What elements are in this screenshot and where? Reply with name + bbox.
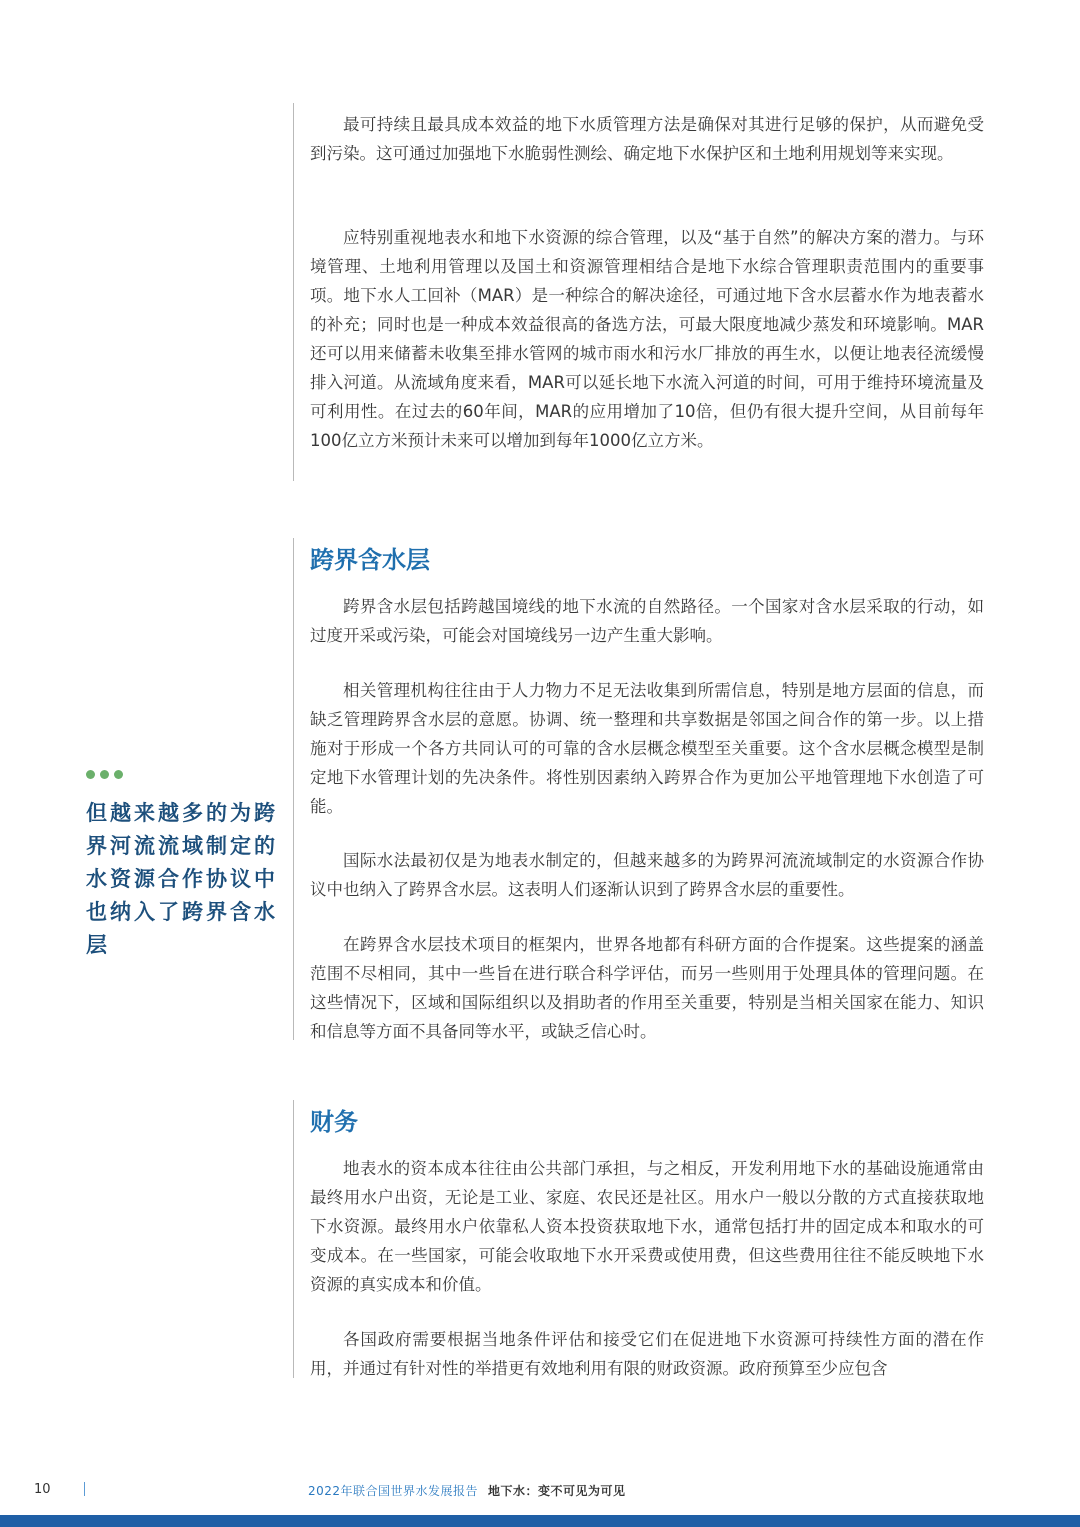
paragraph-integrated-management: 应特别重视地表水和地下水资源的综合管理，以及“基于自然”的解决方案的潜力。与环境管理、土地利用管理以及国土和资源管理相结合是地下水综合管理职责范围内的重要事项。地下水人工回补（MAR）是一种综合的解决途径，可通过地下含水层蓄水作为地表蓄水的补充；同时也是一种成本效益很高的备选方法，可最大限度地减少蒸发和环境影响。MAR还可以用来储蓄未收集至排水管网的城市雨水和污水厂排放的再生水，以便让地表径流缓慢排入河道。从流域角度来看，MAR可以延长地下水流入河道的时间，可用于维持环境流量及可利用性。在过去的60年间，MAR的应用增加了10倍，但仍有很大提升空间，从目前每年100亿立方米预计未来可以增加到每年1000亿立方米。 <box>310 228 984 450</box>
section-heading-finance: 财务 <box>310 1108 358 1136</box>
footer-divider <box>84 1482 85 1496</box>
column-rule-middle <box>293 538 294 1040</box>
bottom-color-bar <box>0 1515 1080 1527</box>
paragraph-finance-2: 各国政府需要根据当地条件评估和接受它们在促进地下水资源可持续性方面的潜在作用，并通过有针对性的举措更有效地利用有限的财政资源。政府预算至少应包含 <box>310 1330 984 1378</box>
paragraph-transboundary-3: 国际水法最初仅是为地表水制定的，但越来越多的为跨界河流流域制定的水资源合作协议中也纳入了跨界含水层。这表明人们逐渐认识到了跨界含水层的重要性。 <box>310 851 984 899</box>
page-number: 10 <box>34 1482 51 1497</box>
column-rule-top <box>293 103 294 481</box>
paragraph-transboundary-1: 跨界含水层包括跨越国境线的地下水流的自然路径。一个国家对含水层采取的行动，如过度开采或污染，可能会对国境线另一边产生重大影响。 <box>310 597 984 645</box>
dot-icon <box>100 770 109 779</box>
footer-report-title <box>308 1482 626 1499</box>
column-rule-bottom <box>293 1100 294 1378</box>
paragraph-transboundary-2: 相关管理机构往往由于人力物力不足无法收集到所需信息，特别是地方层面的信息，而缺乏管理跨界含水层的意愿。协调、统一整理和共享数据是邻国之间合作的第一步。以上措施对于形成一个各方共同认可的可靠的含水层概念模型至关重要。这个含水层概念模型是制定地下水管理计划的先决条件。将性别因素纳入跨界合作为更加公平地管理地下水创造了可能。 <box>310 681 984 816</box>
dot-icon <box>86 770 95 779</box>
paragraph-transboundary-4: 在跨界含水层技术项目的框架内，世界各地都有科研方面的合作提案。这些提案的涵盖范围不尽相同，其中一些旨在进行联合科学评估，而另一些则用于处理具体的管理问题。在这些情况下，区域和国际组织以及捐助者的作用至关重要，特别是当相关国家在能力、知识和信息等方面不具备同等水平，或缺乏信心时。 <box>310 935 984 1041</box>
pull-quote-dots <box>86 770 123 779</box>
report-title: 2022年联合国世界水发展报告 <box>308 1484 479 1498</box>
section-heading-transboundary: 跨界含水层 <box>310 546 430 574</box>
dot-icon <box>114 770 123 779</box>
paragraph-quality-management: 最可持续且最具成本效益的地下水质管理方法是确保对其进行足够的保护，从而避免受到污染。这可通过加强地下水脆弱性测绘、确定地下水保护区和土地利用规划等来实现。 <box>310 115 984 163</box>
paragraph-finance-1: 地表水的资本成本往往由公共部门承担，与之相反，开发利用地下水的基础设施通常由最终用水户出资，无论是工业、家庭、农民还是社区。用水户一般以分散的方式直接获取地下水资源。最终用水户依靠私人资本投资获取地下水，通常包括打井的固定成本和取水的可变成本。在一些国家，可能会收取地下水开采费或使用费，但这些费用往往不能反映地下水资源的真实成本和价值。 <box>310 1159 984 1294</box>
pull-quote: 但越来越多的为跨界河流流域制定的水资源合作协议中也纳入了跨界含水层 <box>86 800 278 957</box>
report-subtitle: 地下水：变不可见为可见 <box>488 1484 626 1498</box>
